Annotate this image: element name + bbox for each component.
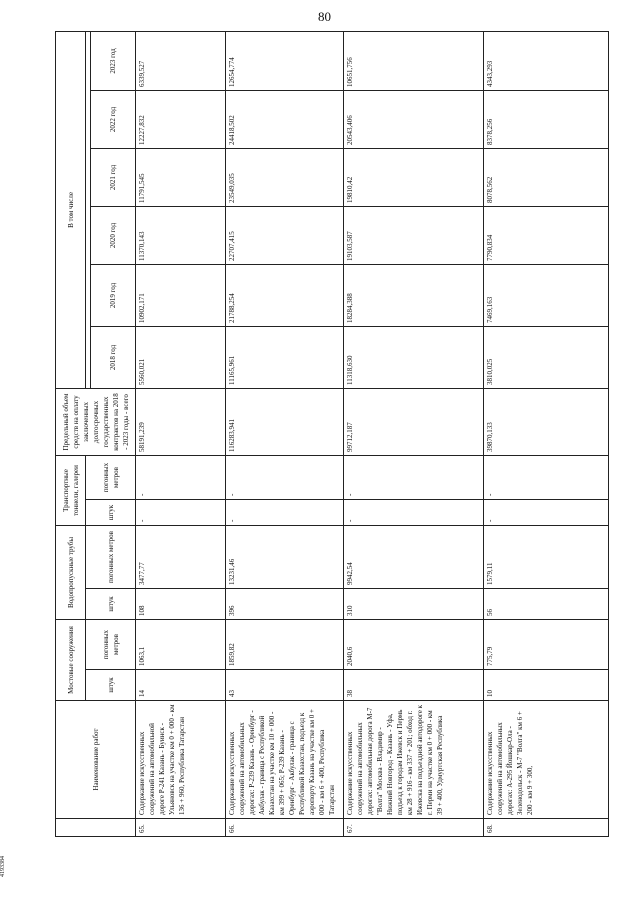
bridges-m: 1063,1 xyxy=(136,620,226,670)
amount-2019: 18284,388 xyxy=(344,264,484,326)
amount-2022: 12227,832 xyxy=(136,90,226,148)
amount-2020: 22707,415 xyxy=(226,206,344,264)
row-number: 65. xyxy=(136,819,226,837)
row-number: 68. xyxy=(484,819,609,837)
header-limit: Предельный объем средств на оплату заключенных долгосрочных государственных контрактов на 2018 - 2023 годы - всего xyxy=(56,388,136,455)
amount-2019: 21788,254 xyxy=(226,264,344,326)
amount-2019: 10902,171 xyxy=(136,264,226,326)
bridges-pcs: 38 xyxy=(344,670,484,701)
tunnels-pcs: - xyxy=(344,500,484,526)
header-tunnels: Транспортные тоннели, галереи xyxy=(56,455,86,525)
total-limit: 39870,133 xyxy=(484,388,609,455)
header-tunnels-m: погонных метров xyxy=(86,455,136,499)
amount-2023: 4343,293 xyxy=(484,31,609,90)
total-limit: 58191,239 xyxy=(136,388,226,455)
header-year-2019: 2019 год xyxy=(91,264,136,326)
table-row xyxy=(484,31,609,836)
document-code: 4193384 xyxy=(0,856,6,877)
bridges-m: 1859,82 xyxy=(226,620,344,670)
table-row xyxy=(226,31,344,836)
amount-2020: 19103,587 xyxy=(344,206,484,264)
pipes-m: 1579,11 xyxy=(484,526,609,589)
header-year-2022: 2022 год xyxy=(91,90,136,148)
table-row xyxy=(136,31,226,836)
amount-2020: 11370,143 xyxy=(136,206,226,264)
amount-2022: 8378,256 xyxy=(484,90,609,148)
works-table xyxy=(55,31,609,837)
amount-2022: 20543,406 xyxy=(344,90,484,148)
pipes-m: 13231,46 xyxy=(226,526,344,589)
header-year-2021: 2021 год xyxy=(91,148,136,206)
tunnels-m: - xyxy=(136,455,226,499)
amount-2021: 19810,42 xyxy=(344,148,484,206)
tunnels-m: - xyxy=(226,455,344,499)
amount-2018: 3810,025 xyxy=(484,326,609,388)
header-pipes-pcs: штук xyxy=(86,589,136,620)
bridges-pcs: 43 xyxy=(226,670,344,701)
amount-2021: 11791,545 xyxy=(136,148,226,206)
header-bridges-m: погонных метров xyxy=(86,620,136,670)
tunnels-m: - xyxy=(344,455,484,499)
pipes-pcs: 108 xyxy=(136,589,226,620)
pipes-pcs: 310 xyxy=(344,589,484,620)
amount-2023: 12654,774 xyxy=(226,31,344,90)
amount-2018: 5560,021 xyxy=(136,326,226,388)
header-year-2018: 2018 год xyxy=(91,326,136,388)
total-limit: 116283,941 xyxy=(226,388,344,455)
work-name: Содержание искусственных сооружений на автомобильных дорогах: Р-239 Казань - Оренбург - Акбулак - граница с Республикой Казахстан на участке км 10 + 000 - км 399 + 065; Р-239 Казань - Оренбург - Акбулак - граница с Республикой Казахстан, подъезд к аэропорту Казань на участке км 0 + 000 - км 6 + 400, Республика Татарстан xyxy=(226,701,344,819)
header-year-2020: 2020 год xyxy=(91,206,136,264)
bridges-m: 2040,6 xyxy=(344,620,484,670)
amount-2019: 7469,163 xyxy=(484,264,609,326)
bridges-pcs: 14 xyxy=(136,670,226,701)
amount-2021: 8078,562 xyxy=(484,148,609,206)
row-number: 67. xyxy=(344,819,484,837)
tunnels-m: - xyxy=(484,455,609,499)
bridges-pcs: 10 xyxy=(484,670,609,701)
amount-2022: 24418,502 xyxy=(226,90,344,148)
table-row xyxy=(344,31,484,836)
header-incl: В том числе xyxy=(56,31,86,388)
amount-2020: 7790,834 xyxy=(484,206,609,264)
amount-2023: 10651,756 xyxy=(344,31,484,90)
pipes-m: 9942,54 xyxy=(344,526,484,589)
amount-2018: 11318,630 xyxy=(344,326,484,388)
tunnels-pcs: - xyxy=(484,500,609,526)
pipes-pcs: 396 xyxy=(226,589,344,620)
tunnels-pcs: - xyxy=(226,500,344,526)
header-num-blank xyxy=(56,819,136,837)
bridges-m: 775,79 xyxy=(484,620,609,670)
work-name: Содержание искусственных сооружений на автомобильных дорогах: автомобильная дорога М-7 "Волга" Москва - Владимир - Нижний Новгород - Казань - Уфа, подъезд к городам Ижевск и Пермь км 28 + 916 - км 337 + 201; обход г. Ижевска на подъездной автодороге к г. Перми на участке км 0 + 000 - км 39 + 400, Удмуртская Республика xyxy=(344,701,484,819)
header-bridges-pcs: штук xyxy=(86,670,136,701)
header-year-2023: 2023 год xyxy=(91,31,136,90)
amount-2018: 11165,961 xyxy=(226,326,344,388)
amount-2021: 23549,035 xyxy=(226,148,344,206)
work-name: Содержание искусственных сооружений на автомобильной дороге Р-241 Казань - Буинск - Ульяновск на участке км 0 + 000 - км 136 + 960, Республика Татарстан xyxy=(136,701,226,819)
work-name: Содержание искусственных сооружений на автомобильных дорогах: А-295 Йошкар-Ола - Зеленодольск - М-7 "Волга" км 6 + 200 - км 9 + 300, xyxy=(484,701,609,819)
amount-2023: 6339,527 xyxy=(136,31,226,90)
header-pipes: Водопропускные трубы xyxy=(56,526,86,620)
rotated-table-container xyxy=(55,32,608,837)
pipes-m: 3477,77 xyxy=(136,526,226,589)
header-pipes-m: погонных метров xyxy=(86,526,136,589)
page-number: 80 xyxy=(318,9,331,24)
row-number: 66. xyxy=(226,819,344,837)
pipes-pcs: 56 xyxy=(484,589,609,620)
header-work-name: Наименование работ xyxy=(56,701,136,819)
header-tunnels-pcs: штук xyxy=(86,500,136,526)
header-bridges: Мостовые сооружения xyxy=(56,620,86,701)
tunnels-pcs: - xyxy=(136,500,226,526)
total-limit: 99712,187 xyxy=(344,388,484,455)
